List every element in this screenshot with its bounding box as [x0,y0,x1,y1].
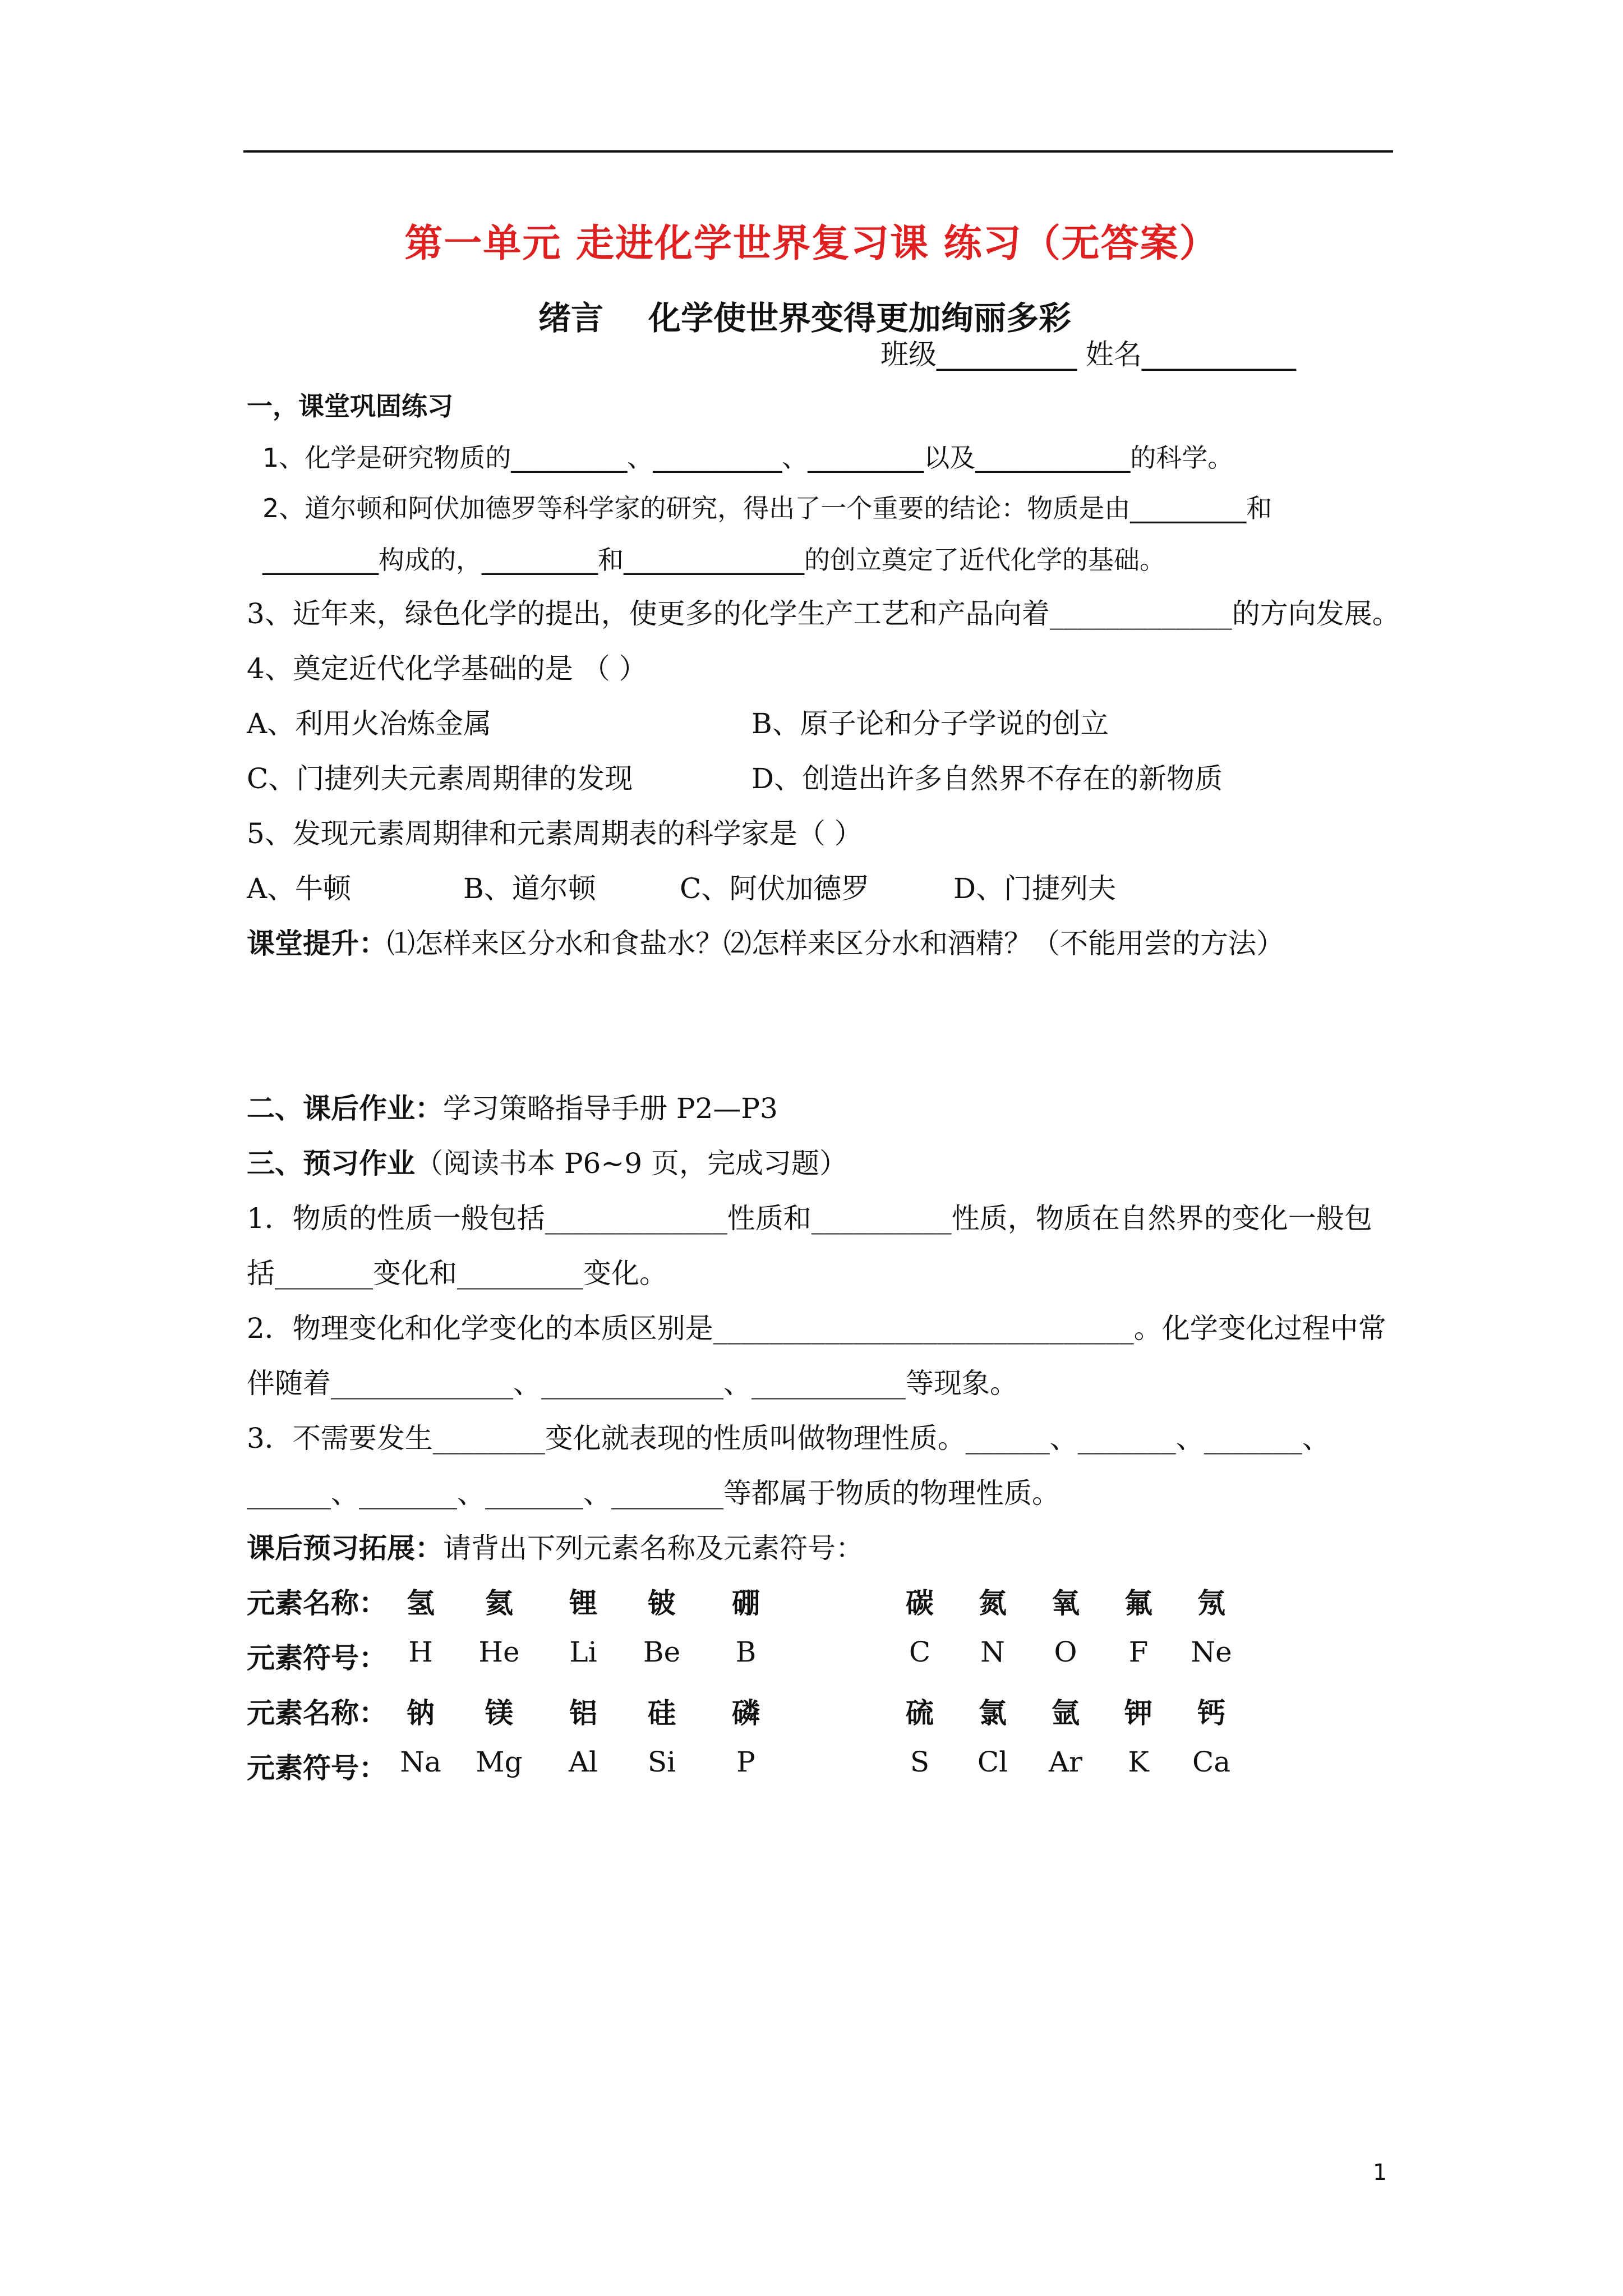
element-name: 磷 [732,1696,760,1729]
question-1-5: 5、发现元素周期律和元素周期表的科学家是（ ） [247,817,863,850]
option-4c: C、门捷列夫元素周期律的发现 [247,762,633,795]
element-symbol: He [478,1636,520,1668]
question-1-1: 1、化学是研究物质的_________、__________、_________以及____________的科学。 [262,443,1234,473]
question-1-2b: _________构成的，_________和______________的创立奠定了近代化学的基础。 [262,545,1165,575]
page-title: 第一单元 走进化学世界复习课 练习（无答案） [404,221,1219,266]
element-symbol: H [408,1636,433,1668]
element-name: 铝 [569,1696,597,1729]
element-name: 硫 [906,1696,934,1729]
element-symbol: F [1128,1636,1149,1668]
element-symbol: Be [643,1636,681,1668]
element-row-label: 元素符号： [247,1641,387,1674]
element-symbol: Mg [476,1746,523,1778]
element-name: 硼 [732,1586,760,1619]
element-row-label: 元素符号： [247,1751,387,1784]
element-name: 氧 [1052,1586,1080,1619]
element-name: 镁 [485,1696,513,1729]
question-3-1a: 1．物质的性质一般包括_____________性质和__________性质，物质在自然界的变化一般包 [247,1202,1372,1235]
section-2-text: 学习策略指导手册 P2—P3 [443,1092,778,1125]
subtitle-b: 化学使世界变得更加绚丽多彩 [648,299,1072,337]
element-name: 氖 [1197,1586,1225,1619]
question-1-4: 4、奠定近代化学基础的是 （ ） [247,652,647,685]
element-symbol: K [1128,1746,1149,1778]
section-3-label: 三、预习作业 [247,1147,415,1180]
subtitle-a: 绪言 [538,299,604,337]
option-5c: C、阿伏加德罗 [680,872,870,905]
question-3-2a: 2．物理变化和化学变化的本质区别是______________________________。化学变化过程中常 [247,1312,1386,1345]
element-symbol: N [980,1636,1005,1668]
class-name-line: 班级__________ 姓名___________ [880,338,1296,371]
class-improve-label: 课堂提升： [247,927,387,960]
element-symbol: O [1054,1636,1077,1668]
section-2-label: 二、课后作业： [247,1092,443,1125]
element-symbol: C [909,1636,931,1668]
element-name: 氢 [407,1586,435,1619]
element-symbol: Ne [1191,1636,1232,1668]
preview-extension-text: 请背出下列元素名称及元素符号： [443,1532,864,1565]
element-name: 氦 [485,1586,513,1619]
element-symbol: Al [568,1746,598,1778]
element-symbol: Cl [977,1746,1008,1778]
option-5a: A、牛顿 [247,872,352,905]
element-name: 氟 [1124,1586,1152,1619]
option-5b: B、道尔顿 [463,872,596,905]
element-symbol: Li [569,1636,597,1668]
element-name: 钾 [1124,1696,1152,1729]
element-row-label: 元素名称： [247,1696,387,1729]
question-3-1b: 括_______变化和_________变化。 [247,1257,667,1290]
element-name: 钠 [407,1696,435,1729]
element-name: 碳 [906,1586,934,1619]
section-3-text: （阅读书本 P6~9 页，完成习题） [415,1147,847,1180]
preview-extension [247,1526,864,1566]
option-4b: B、原子论和分子学说的创立 [751,707,1109,740]
section-1-heading: 一，课堂巩固练习 [247,391,453,421]
element-name: 铍 [648,1586,676,1619]
element-row-label: 元素名称： [247,1586,387,1619]
class-improve [247,921,1284,961]
element-name: 钙 [1197,1696,1225,1729]
element-name: 硅 [648,1696,676,1729]
option-4a: A、利用火冶炼金属 [247,707,492,740]
option-5d: D、门捷列夫 [953,872,1117,905]
element-name: 氯 [979,1696,1007,1729]
question-1-3: 3、近年来，绿色化学的提出，使更多的化学生产工艺和产品向着_____________的方向发展。 [247,597,1400,630]
element-symbol: Na [400,1746,441,1778]
section-3 [247,1141,847,1181]
element-symbol: S [910,1746,930,1778]
element-name: 氮 [979,1586,1007,1619]
element-name: 锂 [569,1586,597,1619]
question-3-3b: ______、_______、_______、________等都属于物质的物理性质。 [247,1477,1060,1510]
preview-extension-label: 课后预习拓展： [247,1531,443,1565]
section-2 [247,1086,778,1126]
element-symbol: P [736,1746,755,1778]
top-rule [243,150,1393,153]
option-4d: D、创造出许多自然界不存在的新物质 [751,762,1223,795]
question-1-2a: 2、道尔顿和阿伏加德罗等科学家的研究，得出了一个重要的结论：物质是由_________和 [262,493,1272,523]
element-symbol: Ar [1048,1746,1082,1778]
class-improve-text: ⑴怎样来区分水和食盐水？⑵怎样来区分水和酒精？（不能用尝的方法） [387,927,1284,960]
question-3-2b: 伴随着_____________、_____________、___________等现象。 [247,1367,1018,1400]
element-symbol: Ca [1192,1746,1231,1778]
element-symbol: Si [647,1746,676,1778]
element-name: 氩 [1052,1696,1080,1729]
page-number: 1 [1373,2160,1387,2185]
element-symbol: B [735,1636,757,1668]
question-3-3a: 3．不需要发生________变化就表现的性质叫做物理性质。______、_______、_______、 [247,1422,1330,1455]
